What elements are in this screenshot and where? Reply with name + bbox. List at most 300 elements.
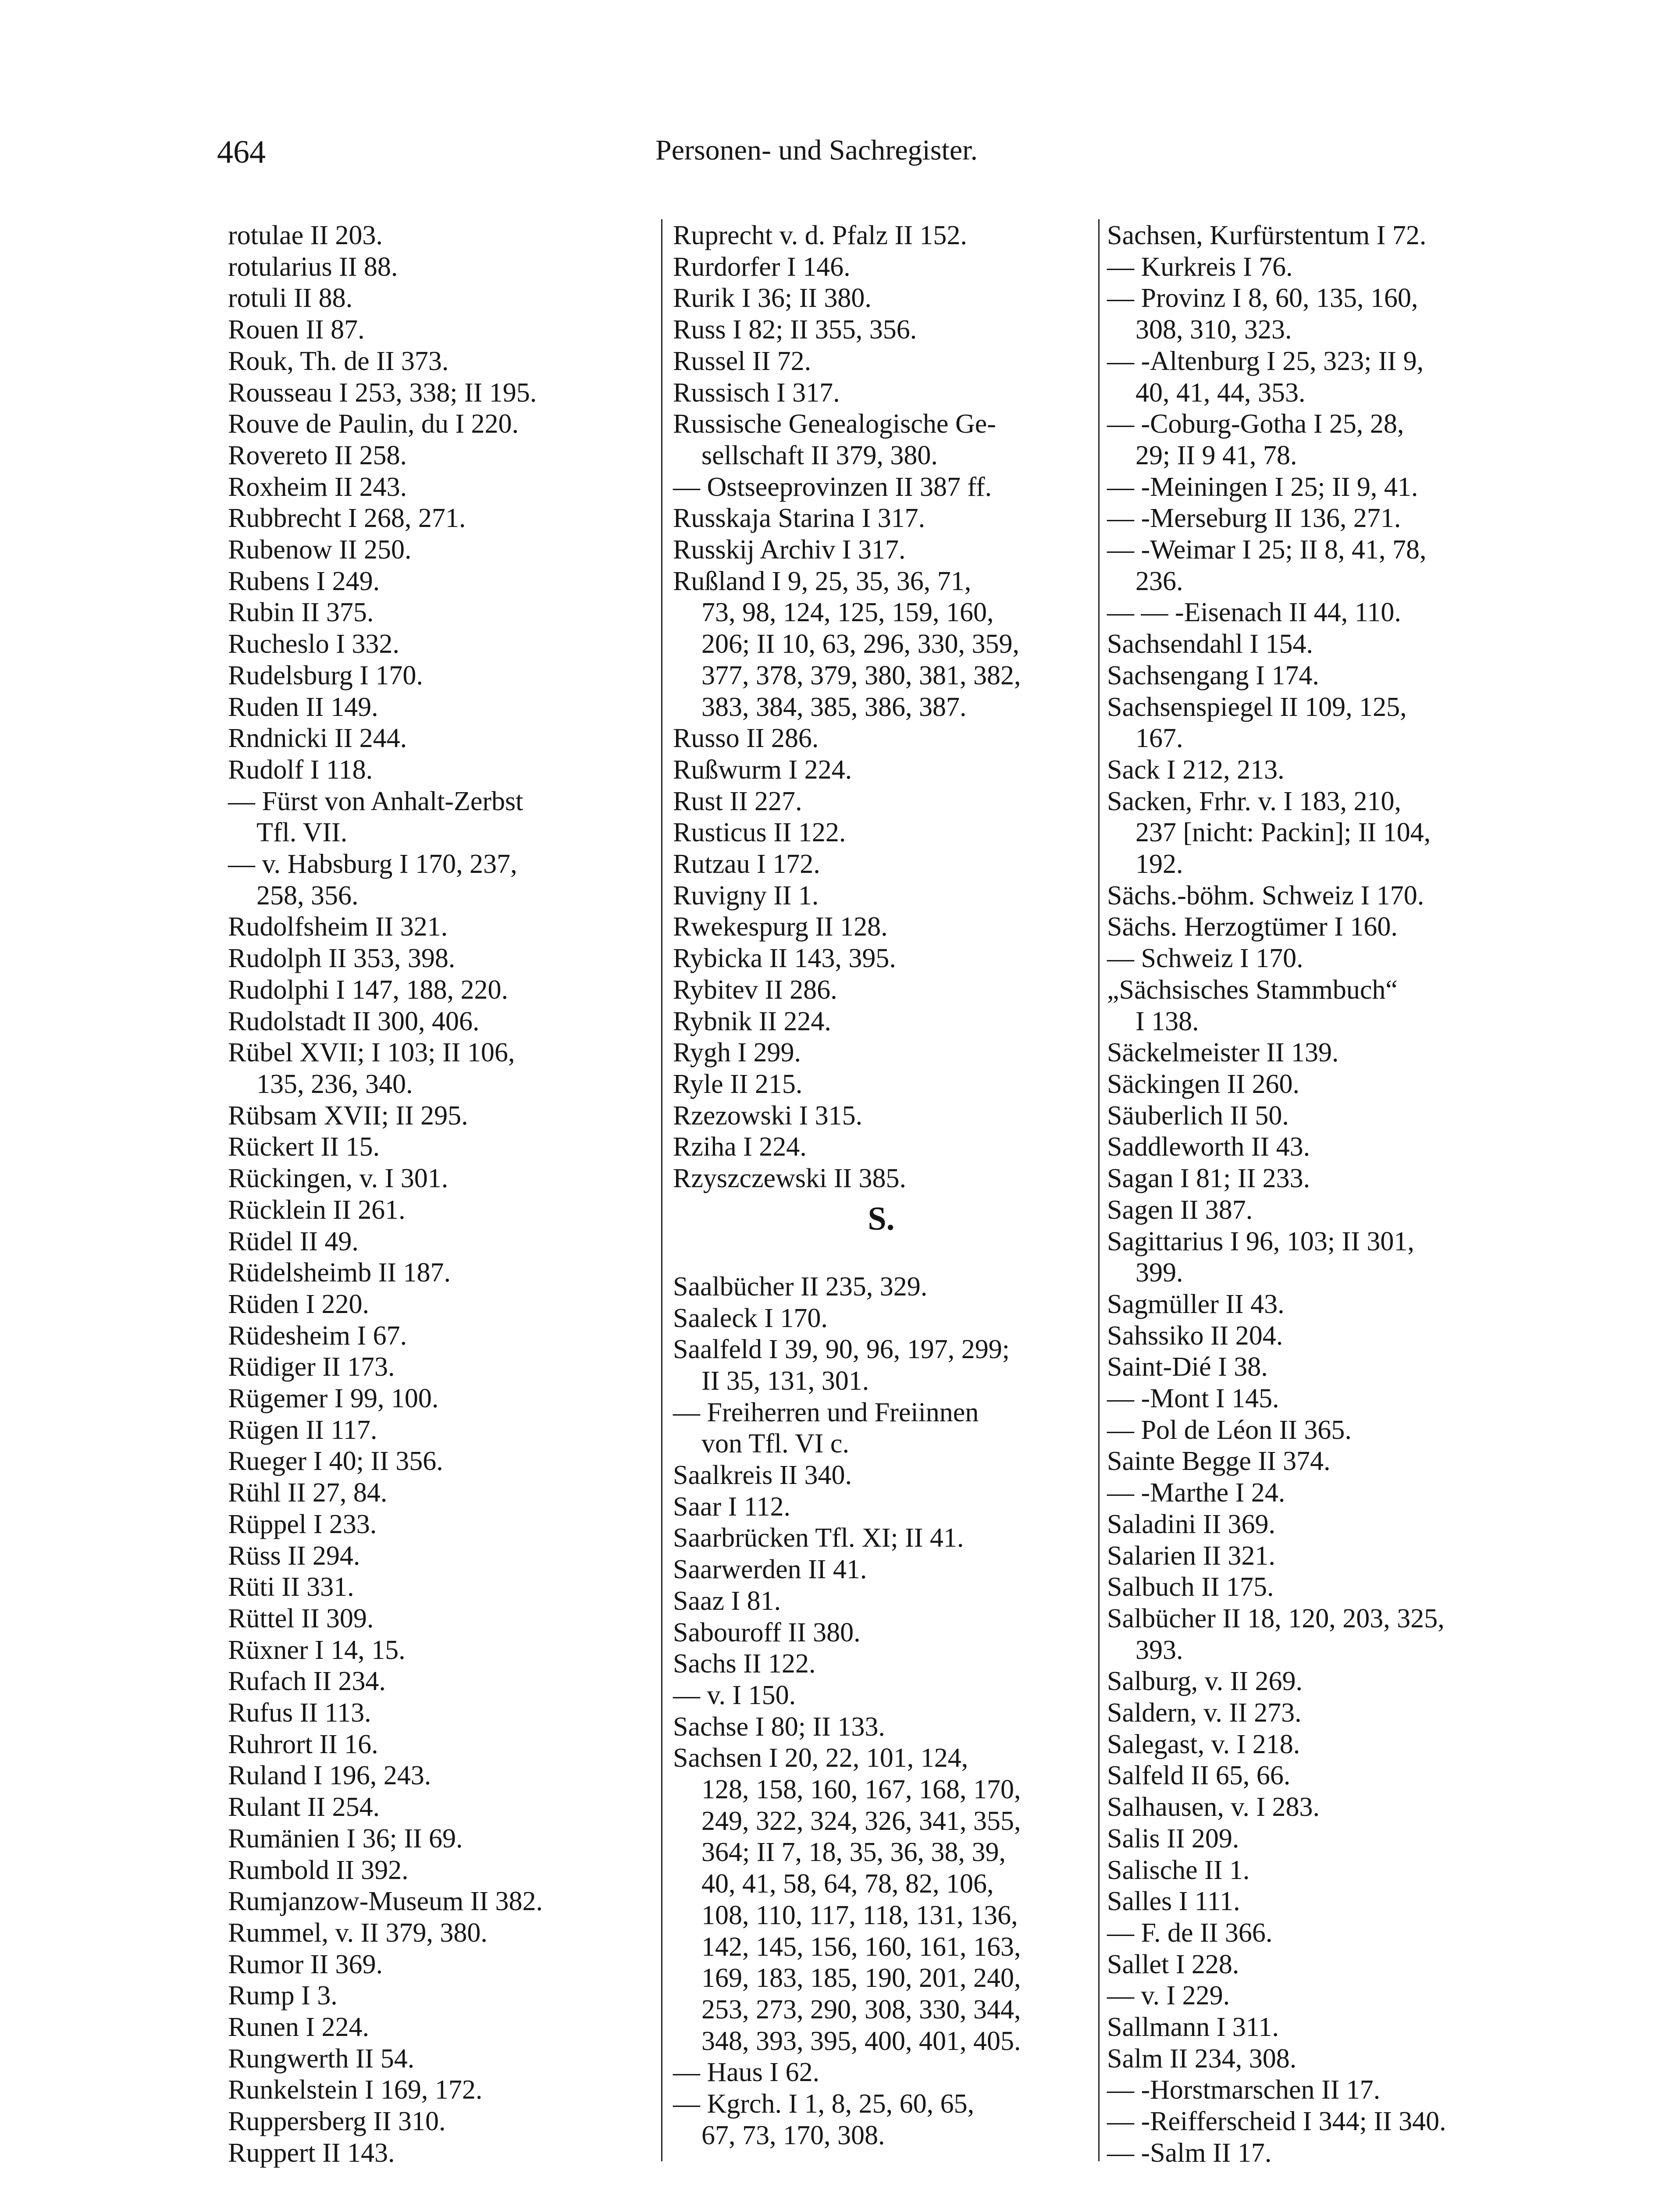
index-entry: [228, 1697, 649, 1729]
entry-line: Saddleworth II 43.: [1107, 1132, 1310, 1162]
entry-line: Rüdesheim I 67.: [228, 1320, 407, 1351]
entry-line: Rügemer I 99, 100.: [228, 1384, 439, 1414]
entry-line: Sagan I 81; II 233.: [1107, 1164, 1310, 1194]
entry-line: Ryle II 215.: [673, 1069, 803, 1099]
index-column-2: [673, 220, 1089, 2151]
entry-line: Saalfeld I 39, 90, 96, 197, 299;: [673, 1334, 1010, 1365]
entry-line: Sallmann I 311.: [1107, 2012, 1279, 2043]
entry-line: Rucheslo I 332.: [228, 629, 399, 659]
entry-continuation-line: 399.: [1135, 1258, 1183, 1288]
index-entry: [673, 1523, 1089, 1554]
index-entry: [228, 975, 649, 1006]
entry-line: — -Meiningen I 25; II 9, 41.: [1107, 472, 1418, 502]
index-entry: [1107, 1352, 1528, 1383]
index-entry: [228, 1509, 649, 1541]
entry-line: Rufach II 234.: [228, 1666, 386, 1697]
index-entry: [1107, 1100, 1528, 1132]
entry-line: Rzyszczewski II 385.: [673, 1164, 906, 1194]
entry-line: Rübel XVII; I 103; II 106,: [228, 1038, 515, 1068]
entry-line: „Sächsisches Stammbuch“: [1107, 975, 1398, 1005]
index-entry: [673, 472, 1089, 503]
index-entry: [228, 1760, 649, 1792]
entry-line: Rziha I 224.: [673, 1132, 807, 1162]
entry-line: Rybitev II 286.: [673, 975, 837, 1005]
entry-line: Ruprecht v. d. Pfalz II 152.: [673, 221, 967, 250]
index-entry: [673, 1271, 1089, 1303]
entry-line: Sachs II 122.: [673, 1649, 816, 1679]
entry-continuation-line: 142, 145, 156, 160, 161, 163,: [701, 1932, 1021, 1962]
index-entry: [228, 1289, 649, 1320]
entry-line: Sachsendahl I 154.: [1107, 629, 1313, 659]
entry-line: Rousseau I 253, 338; II 195.: [228, 377, 537, 408]
entry-continuation-line: 364; II 7, 18, 35, 36, 38, 39,: [701, 1837, 1006, 1868]
entry-line: Ruppersberg II 310.: [228, 2107, 446, 2137]
entry-line: Rummel, v. II 379, 380.: [228, 1918, 488, 1948]
entry-line: — Kgrch. I 1, 8, 25, 60, 65,: [673, 2089, 975, 2119]
index-entry: [1107, 1541, 1528, 1572]
index-entry: [228, 1855, 649, 1886]
entry-line: S.: [868, 1200, 895, 1237]
index-entry: [673, 817, 1089, 849]
entry-line: Rückingen, v. I 301.: [228, 1164, 448, 1194]
entry-line: Rubin II 375.: [228, 598, 374, 628]
index-entry: [673, 1006, 1089, 1038]
entry-line: Salische II 1.: [1107, 1855, 1250, 1885]
index-entry: [228, 723, 649, 754]
index-entry: [228, 1477, 649, 1509]
index-entry: [673, 849, 1089, 880]
entry-line: Rübsam XVII; II 295.: [228, 1100, 468, 1131]
index-entry: [673, 723, 1089, 754]
entry-line: Sagen II 387.: [1107, 1195, 1253, 1225]
index-entry: [228, 1100, 649, 1132]
entry-continuation-line: 249, 322, 324, 326, 341, 355,: [701, 1806, 1021, 1836]
entry-line: Sächs. Herzogtümer I 160.: [1107, 912, 1398, 942]
index-entry: [673, 2057, 1089, 2089]
entry-line: — -Salm II 17.: [1107, 2138, 1272, 2168]
entry-line: Saladini II 369.: [1107, 1509, 1275, 1539]
entry-continuation-line: 206; II 10, 63, 296, 330, 359,: [701, 629, 1020, 659]
index-entry: [1107, 880, 1528, 912]
entry-continuation-line: 308, 310, 323.: [1135, 315, 1292, 345]
index-entry: [228, 1792, 649, 1823]
entry-line: — -Marthe I 24.: [1107, 1478, 1285, 1508]
entry-line: Sack I 212, 213.: [1107, 754, 1285, 785]
index-entry: [673, 1163, 1089, 1195]
index-entry: [228, 409, 649, 440]
entry-continuation-line: 383, 384, 385, 386, 387.: [701, 692, 967, 722]
index-entry: [1107, 1729, 1528, 1761]
entry-continuation-line: 236.: [1135, 566, 1183, 596]
index-entry: [228, 252, 649, 283]
index-entry: [228, 1949, 649, 1981]
index-entry: [1107, 911, 1528, 943]
index-entry: [1107, 2138, 1528, 2169]
entry-line: Saar I 112.: [673, 1491, 791, 1522]
entry-line: Rubbrecht I 268, 271.: [228, 503, 466, 534]
index-entry: [1107, 2043, 1528, 2075]
index-entry: [673, 1100, 1089, 1132]
index-column-3: [1107, 220, 1528, 2169]
index-entry: [228, 1226, 649, 1258]
index-entry: [228, 629, 649, 660]
entry-continuation-line: 237 [nicht: Packin]; II 104,: [1135, 818, 1431, 848]
index-entry: [673, 534, 1089, 566]
index-entry: [1107, 660, 1528, 692]
entry-continuation-line: 128, 158, 160, 167, 168, 170,: [701, 1775, 1021, 1805]
index-entry: [228, 1823, 649, 1855]
entry-line: Russische Genealogische Ge-: [673, 409, 996, 439]
entry-line: Rufus II 113.: [228, 1698, 371, 1728]
index-entry: [1107, 1760, 1528, 1792]
index-entry: [673, 1712, 1089, 1743]
index-entry: [228, 2138, 649, 2169]
index-entry: [673, 314, 1089, 346]
entry-line: — Haus I 62.: [673, 2057, 820, 2088]
index-entry: [228, 1572, 649, 1603]
index-entry: [228, 1729, 649, 1761]
index-entry: [228, 1415, 649, 1446]
index-entry: [1107, 1509, 1528, 1541]
entry-line: — Ostseeprovinzen II 387 ff.: [673, 472, 992, 502]
index-entry: [228, 1541, 649, 1572]
entry-line: — -Coburg-Gotha I 25, 28,: [1107, 409, 1404, 439]
index-entry: [673, 880, 1089, 912]
index-entry: [228, 786, 649, 849]
index-entry: [673, 566, 1089, 723]
entry-line: — v. I 150.: [673, 1680, 796, 1710]
entry-continuation-line: 67, 73, 170, 308.: [701, 2120, 885, 2150]
entry-line: Sächs.-böhm. Schweiz I 170.: [1107, 880, 1424, 911]
index-entry: [228, 472, 649, 503]
index-entry: [1107, 1132, 1528, 1163]
index-entry: [1107, 943, 1528, 975]
entry-continuation-line: 169, 183, 185, 190, 201, 240,: [701, 1963, 1021, 1993]
entry-line: — v. Habsburg I 170, 237,: [228, 849, 517, 879]
entry-line: Salarien II 321.: [1107, 1541, 1275, 1571]
entry-line: Rulant II 254.: [228, 1792, 380, 1822]
index-entry: [228, 1666, 649, 1697]
entry-line: Salm II 234, 308.: [1107, 2043, 1297, 2074]
entry-line: Russo II 286.: [673, 723, 819, 754]
index-entry: [673, 1617, 1089, 1649]
index-entry: [1107, 1383, 1528, 1415]
entry-line: Rust II 227.: [673, 786, 802, 816]
entry-line: Salis II 209.: [1107, 1823, 1239, 1854]
index-entry: [673, 2089, 1089, 2151]
entry-line: Rüdel II 49.: [228, 1226, 359, 1256]
index-entry: [1107, 1195, 1528, 1226]
entry-line: — -Mont I 145.: [1107, 1384, 1279, 1414]
index-entry: [228, 503, 649, 534]
index-entry: [228, 1352, 649, 1383]
entry-line: — v. I 229.: [1107, 1981, 1230, 2011]
entry-line: Runkelstein I 169, 172.: [228, 2075, 483, 2105]
entry-continuation-line: 40, 41, 58, 64, 78, 82, 106,: [701, 1869, 994, 1899]
index-entry: [673, 409, 1089, 471]
index-entry: [1107, 1603, 1528, 1666]
index-entry: [228, 377, 649, 409]
entry-line: Salfeld II 65, 66.: [1107, 1761, 1291, 1791]
index-entry: [1107, 346, 1528, 409]
index-entry: [228, 1383, 649, 1415]
entry-line: Ruhrort II 16.: [228, 1729, 378, 1759]
index-entry: [1107, 629, 1528, 660]
entry-line: Sachsengang I 174.: [1107, 660, 1319, 690]
entry-line: Rumänien I 36; II 69.: [228, 1823, 463, 1854]
index-entry: [673, 252, 1089, 283]
entry-line: Rüdelsheimb II 187.: [228, 1258, 451, 1288]
entry-line: Rüxner I 14, 15.: [228, 1635, 406, 1665]
index-entry: [228, 1006, 649, 1038]
entry-continuation-line: I 138.: [1135, 1006, 1199, 1036]
entry-line: Rouve de Paulin, du I 220.: [228, 409, 519, 439]
entry-line: Rurik I 36; II 380.: [673, 283, 872, 313]
index-entry: [1107, 1477, 1528, 1509]
entry-line: Rudolphi I 147, 188, 220.: [228, 975, 508, 1005]
entry-line: Säckingen II 260.: [1107, 1069, 1300, 1099]
index-entry: [673, 283, 1089, 314]
entry-line: Rouen II 87.: [228, 315, 365, 345]
entry-line: Rücklein II 261.: [228, 1195, 406, 1225]
index-entry: [228, 597, 649, 629]
index-entry: [673, 975, 1089, 1006]
entry-line: Russkaja Starina I 317.: [673, 503, 925, 534]
entry-line: Sagittarius I 96, 103; II 301,: [1107, 1226, 1414, 1256]
entry-line: Rudolph II 353, 398.: [228, 943, 456, 974]
index-entry: [1107, 1697, 1528, 1729]
entry-line: Rungwerth II 54.: [228, 2043, 415, 2074]
index-entry: [1107, 1289, 1528, 1320]
entry-continuation-line: 377, 378, 379, 380, 381, 382,: [701, 660, 1021, 690]
entry-line: Rutzau I 172.: [673, 849, 820, 879]
entry-continuation-line: 73, 98, 124, 125, 159, 160,: [701, 598, 994, 628]
entry-line: Saalkreis II 340.: [673, 1460, 852, 1491]
index-entry: [1107, 252, 1528, 283]
entry-line: rotularius II 88.: [228, 252, 398, 282]
entry-line: Ruland I 196, 243.: [228, 1761, 431, 1791]
index-column-1: [228, 220, 649, 2169]
entry-line: Rump I 3.: [228, 1981, 338, 2011]
index-entry: [228, 943, 649, 975]
entry-line: Salburg, v. II 269.: [1107, 1666, 1303, 1697]
entry-line: Salegast, v. I 218.: [1107, 1729, 1300, 1759]
index-entry: [1107, 786, 1528, 880]
index-entry: [1107, 1823, 1528, 1855]
index-entry: [228, 220, 649, 252]
entry-line: Säuberlich II 50.: [1107, 1100, 1289, 1131]
entry-line: Rumjanzow-Museum II 382.: [228, 1886, 543, 1917]
entry-continuation-line: 167.: [1135, 723, 1183, 754]
index-entry: [1107, 1918, 1528, 1949]
entry-line: Sainte Begge II 374.: [1107, 1446, 1331, 1477]
entry-line: Rovereto II 258.: [228, 440, 407, 470]
entry-line: — -Weimar I 25; II 8, 41, 78,: [1107, 535, 1427, 565]
entry-line: Russel II 72.: [673, 346, 812, 376]
index-entry: [673, 1397, 1089, 1460]
entry-line: Salhausen, v. I 283.: [1107, 1792, 1320, 1822]
index-entry: [1107, 472, 1528, 503]
entry-line: Rubenow II 250.: [228, 535, 412, 565]
entry-continuation-line: 258, 356.: [256, 880, 359, 911]
index-entry: [673, 377, 1089, 409]
section-heading: [673, 1195, 1089, 1271]
entry-line: Saaleck I 170.: [673, 1303, 828, 1333]
index-entry: [673, 1460, 1089, 1491]
entry-line: Rueger I 40; II 356.: [228, 1446, 443, 1477]
entry-line: Rudolf I 118.: [228, 754, 373, 785]
index-entry: [228, 1163, 649, 1195]
index-entry: [1107, 220, 1528, 252]
entry-line: Salbuch II 175.: [1107, 1572, 1274, 1602]
column-divider: [1098, 219, 1100, 2161]
entry-line: Saint-Dié I 38.: [1107, 1352, 1268, 1382]
index-entry: [673, 220, 1089, 252]
index-entry: [228, 440, 649, 472]
entry-line: Russkij Archiv I 317.: [673, 535, 906, 565]
index-entry: [673, 1491, 1089, 1523]
index-entry: [1107, 1069, 1528, 1100]
entry-line: Rudelsburg I 170.: [228, 660, 423, 690]
entry-line: Rüti II 331.: [228, 1572, 354, 1602]
index-entry: [673, 346, 1089, 377]
entry-line: Sahssiko II 204.: [1107, 1320, 1283, 1351]
entry-continuation-line: II 35, 131, 301.: [701, 1366, 869, 1396]
entry-line: — Provinz I 8, 60, 135, 160,: [1107, 283, 1418, 313]
entry-line: Rurdorfer I 146.: [673, 252, 851, 282]
index-entry: [673, 943, 1089, 975]
entry-line: rotuli II 88.: [228, 283, 353, 313]
entry-line: Rühl II 27, 84.: [228, 1478, 388, 1508]
entry-line: — -Reifferscheid I 344; II 340.: [1107, 2107, 1446, 2137]
entry-line: Sabouroff II 380.: [673, 1617, 861, 1648]
index-entry: [1107, 2012, 1528, 2043]
index-entry: [228, 346, 649, 377]
entry-continuation-line: 348, 393, 395, 400, 401, 405.: [701, 2026, 1021, 2056]
index-entry: [673, 1554, 1089, 1586]
entry-line: Rybnik II 224.: [673, 1006, 831, 1036]
index-entry: [673, 1037, 1089, 1069]
entry-line: Rüss II 294.: [228, 1541, 360, 1571]
entry-line: — F. de II 366.: [1107, 1918, 1273, 1948]
entry-line: Rußland I 9, 25, 35, 36, 71,: [673, 566, 972, 596]
index-entry: [1107, 1572, 1528, 1603]
index-entry: [1107, 283, 1528, 345]
entry-line: Rouk, Th. de II 373.: [228, 346, 449, 376]
index-entry: [1107, 692, 1528, 754]
entry-line: Saarwerden II 41.: [673, 1555, 867, 1585]
index-entry: [228, 1037, 649, 1100]
entry-line: Ruvigny II 1.: [673, 880, 819, 911]
index-entry: [1107, 1792, 1528, 1823]
entry-continuation-line: 253, 273, 290, 308, 330, 344,: [701, 1994, 1021, 2025]
entry-line: — — -Eisenach II 44, 110.: [1107, 598, 1401, 628]
entry-line: Saaz I 81.: [673, 1586, 781, 1616]
index-entry: [228, 534, 649, 566]
entry-continuation-line: 393.: [1135, 1635, 1183, 1665]
entry-line: Salles I 111.: [1107, 1886, 1240, 1917]
index-entry: [228, 1446, 649, 1477]
entry-line: Salbücher II 18, 120, 203, 325,: [1107, 1603, 1445, 1633]
entry-line: Sachsen I 20, 22, 101, 124,: [673, 1743, 968, 1773]
entry-line: Roxheim II 243.: [228, 472, 407, 502]
entry-line: Runen I 224.: [228, 2012, 370, 2043]
index-entry: [673, 1334, 1089, 1397]
index-entry: [1107, 1980, 1528, 2012]
index-entry: [1107, 1415, 1528, 1446]
index-entry: [228, 314, 649, 346]
index-entry: [1107, 503, 1528, 534]
entry-line: Rüdiger II 173.: [228, 1352, 395, 1382]
index-entry: [228, 1635, 649, 1666]
index-entry: [673, 503, 1089, 534]
entry-continuation-line: 40, 41, 44, 353.: [1135, 377, 1306, 408]
index-entry: [1107, 1037, 1528, 1069]
index-entry: [228, 2106, 649, 2138]
index-entry: [228, 754, 649, 786]
entry-line: — Pol de Léon II 365.: [1107, 1415, 1352, 1445]
entry-line: Sagmüller II 43.: [1107, 1289, 1285, 1319]
entry-line: Rudolstadt II 300, 406.: [228, 1006, 480, 1036]
entry-line: — Kurkreis I 76.: [1107, 252, 1293, 282]
entry-line: Sacken, Frhr. v. I 183, 210,: [1107, 786, 1402, 816]
entry-line: Rumor II 369.: [228, 1949, 383, 1979]
index-entry: [228, 1132, 649, 1163]
index-entry: [228, 1320, 649, 1352]
entry-line: Rwekespurg II 128.: [673, 912, 888, 942]
index-entry: [673, 1132, 1089, 1163]
index-entry: [673, 1743, 1089, 2057]
index-entry: [1107, 1666, 1528, 1697]
entry-line: Rügen II 117.: [228, 1415, 377, 1445]
entry-line: — -Altenburg I 25, 323; II 9,: [1107, 346, 1424, 376]
index-entry: [228, 566, 649, 598]
index-entry: [228, 1257, 649, 1289]
running-head: Personen- und Sachregister.: [655, 134, 978, 166]
index-entry: [1107, 597, 1528, 629]
index-entry: [673, 1303, 1089, 1334]
index-entry: [228, 1886, 649, 1918]
index-entry: [228, 1603, 649, 1635]
entry-line: Rumbold II 392.: [228, 1855, 409, 1885]
entry-line: Säckelmeister II 139.: [1107, 1038, 1339, 1068]
entry-line: Saldern, v. II 273.: [1107, 1698, 1302, 1728]
entry-line: Rüppel I 233.: [228, 1509, 377, 1539]
index-entry: [228, 660, 649, 692]
index-entry: [673, 1680, 1089, 1712]
entry-line: Rüttel II 309.: [228, 1603, 374, 1633]
entry-line: Rudolfsheim II 321.: [228, 912, 448, 942]
entry-continuation-line: von Tfl. VI c.: [701, 1429, 849, 1459]
index-entry: [1107, 534, 1528, 597]
entry-line: Russisch I 317.: [673, 377, 840, 408]
entry-line: — -Horstmarschen II 17.: [1107, 2075, 1381, 2105]
index-entry: [1107, 1855, 1528, 1886]
index-entry: [228, 2043, 649, 2075]
entry-line: Rzezowski I 315.: [673, 1100, 863, 1131]
entry-line: Rusticus II 122.: [673, 818, 846, 848]
index-entry: [228, 283, 649, 314]
index-entry: [1107, 975, 1528, 1037]
entry-continuation-line: 108, 110, 117, 118, 131, 136,: [701, 1900, 1018, 1930]
index-entry: [1107, 1163, 1528, 1195]
index-entry: [228, 2012, 649, 2043]
entry-line: Sachsen, Kurfürstentum I 72.: [1107, 221, 1427, 250]
index-entry: [228, 2075, 649, 2106]
entry-line: Rüden I 220.: [228, 1289, 370, 1319]
column-divider: [661, 219, 662, 2161]
entry-continuation-line: Tfl. VII.: [256, 818, 348, 848]
